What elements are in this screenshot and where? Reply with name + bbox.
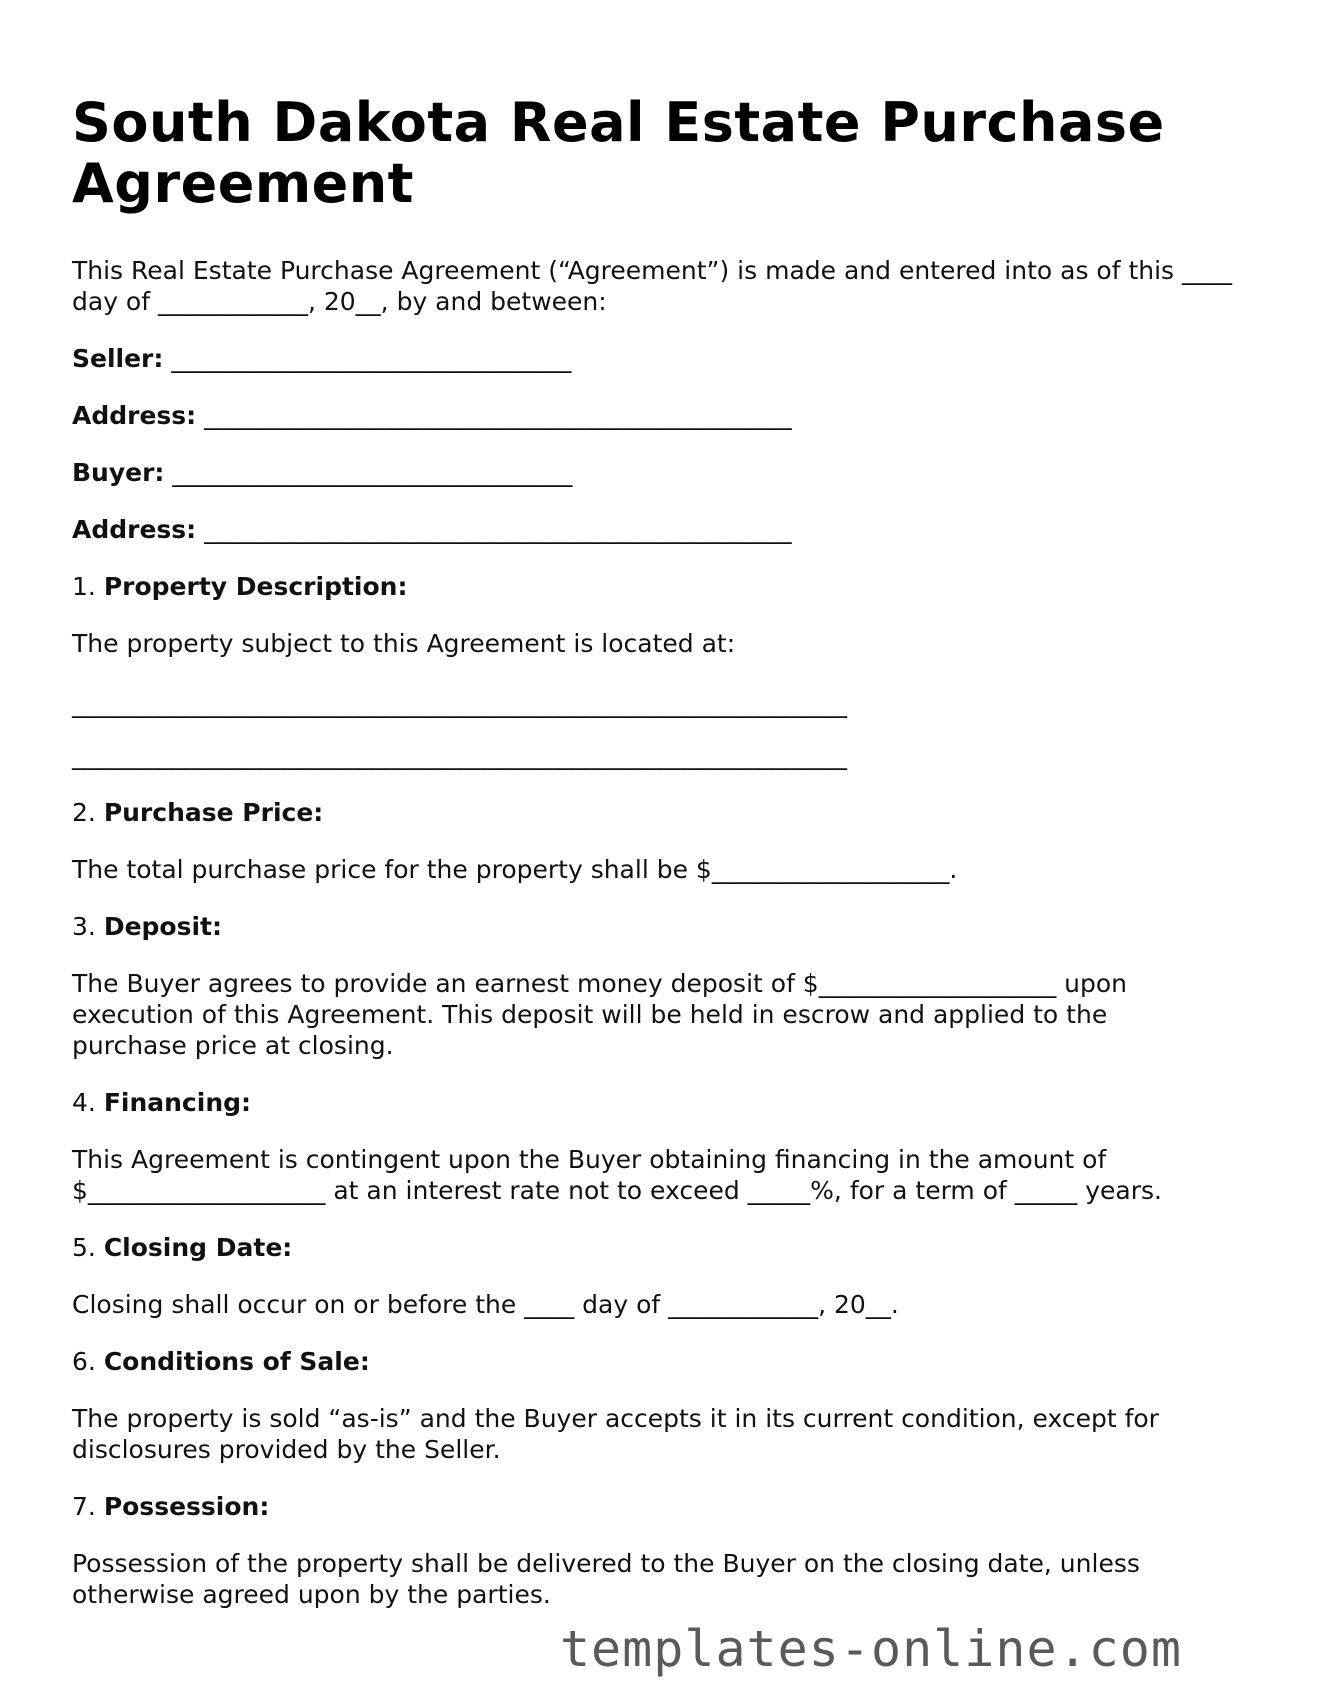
- section-title: Property Description:: [103, 572, 408, 601]
- seller-field: [72, 343, 1262, 374]
- section-title: Closing Date:: [103, 1233, 293, 1262]
- section-7-heading: [72, 1491, 1262, 1522]
- section-number: 2.: [72, 798, 96, 827]
- section-number: 1.: [72, 572, 96, 601]
- buyer-address-blank[interactable]: _______________________________________________: [204, 515, 792, 544]
- section-7-text: Possession of the property shall be delivered to the Buyer on the closing date, unless otherwise agreed upon by the parties.: [72, 1549, 1140, 1609]
- seller-address-blank[interactable]: _______________________________________________: [204, 401, 792, 430]
- property-line-2[interactable]: ______________________________________________________________: [72, 741, 847, 770]
- section-number: 4.: [72, 1088, 96, 1117]
- section-6-heading: [72, 1346, 1262, 1377]
- section-title: Conditions of Sale:: [103, 1347, 370, 1376]
- section-title: Financing:: [103, 1088, 252, 1117]
- section-number: 6.: [72, 1347, 96, 1376]
- property-line-1[interactable]: ______________________________________________________________: [72, 689, 847, 718]
- section-title: Purchase Price:: [103, 798, 324, 827]
- section-3-text: The Buyer agrees to provide an earnest money deposit of $___________________ upon execution of this Agreement. This deposit will be held in escrow and applied to the purchase price at closing.: [72, 969, 1128, 1060]
- seller-address-field: [72, 400, 1262, 431]
- section-2-heading: [72, 797, 1262, 828]
- seller-label: Seller:: [72, 344, 164, 373]
- section-number: 7.: [72, 1492, 96, 1521]
- section-4-text: This Agreement is contingent upon the Buyer obtaining financing in the amount of $___________________ at an interest rate not to exceed _____%, for a term of _____ years.: [72, 1145, 1162, 1205]
- buyer-address-field: [72, 514, 1262, 545]
- section-5-heading: [72, 1232, 1262, 1263]
- section-4-heading: [72, 1087, 1262, 1118]
- section-1-heading: [72, 571, 1262, 602]
- section-title: Possession:: [103, 1492, 270, 1521]
- section-6-text: The property is sold “as-is” and the Buyer accepts it in its current condition, except for disclosures provided by the Seller.: [72, 1404, 1159, 1464]
- buyer-blank[interactable]: ________________________________: [172, 458, 573, 487]
- section-3-heading: [72, 911, 1262, 942]
- buyer-field: [72, 457, 1262, 488]
- buyer-address-label: Address:: [72, 515, 197, 544]
- section-number: 5.: [72, 1233, 96, 1262]
- seller-address-label: Address:: [72, 401, 197, 430]
- section-number: 3.: [72, 912, 96, 941]
- document-page: [72, 92, 1262, 1610]
- watermark: templates-online.com: [559, 1620, 1182, 1678]
- section-2-text: The total purchase price for the property shall be $___________________.: [72, 855, 958, 884]
- intro-paragraph: This Real Estate Purchase Agreement (“Agreement”) is made and entered into as of this ____ day of ____________, 20__, by and between:: [72, 256, 1233, 316]
- page-title: South Dakota Real Estate Purchase Agreement: [72, 91, 1165, 215]
- section-title: Deposit:: [103, 912, 222, 941]
- seller-blank[interactable]: ________________________________: [171, 344, 572, 373]
- section-5-text: Closing shall occur on or before the ____ day of ____________, 20__.: [72, 1290, 899, 1319]
- buyer-label: Buyer:: [72, 458, 165, 487]
- section-1-text: The property subject to this Agreement is located at:: [72, 629, 736, 658]
